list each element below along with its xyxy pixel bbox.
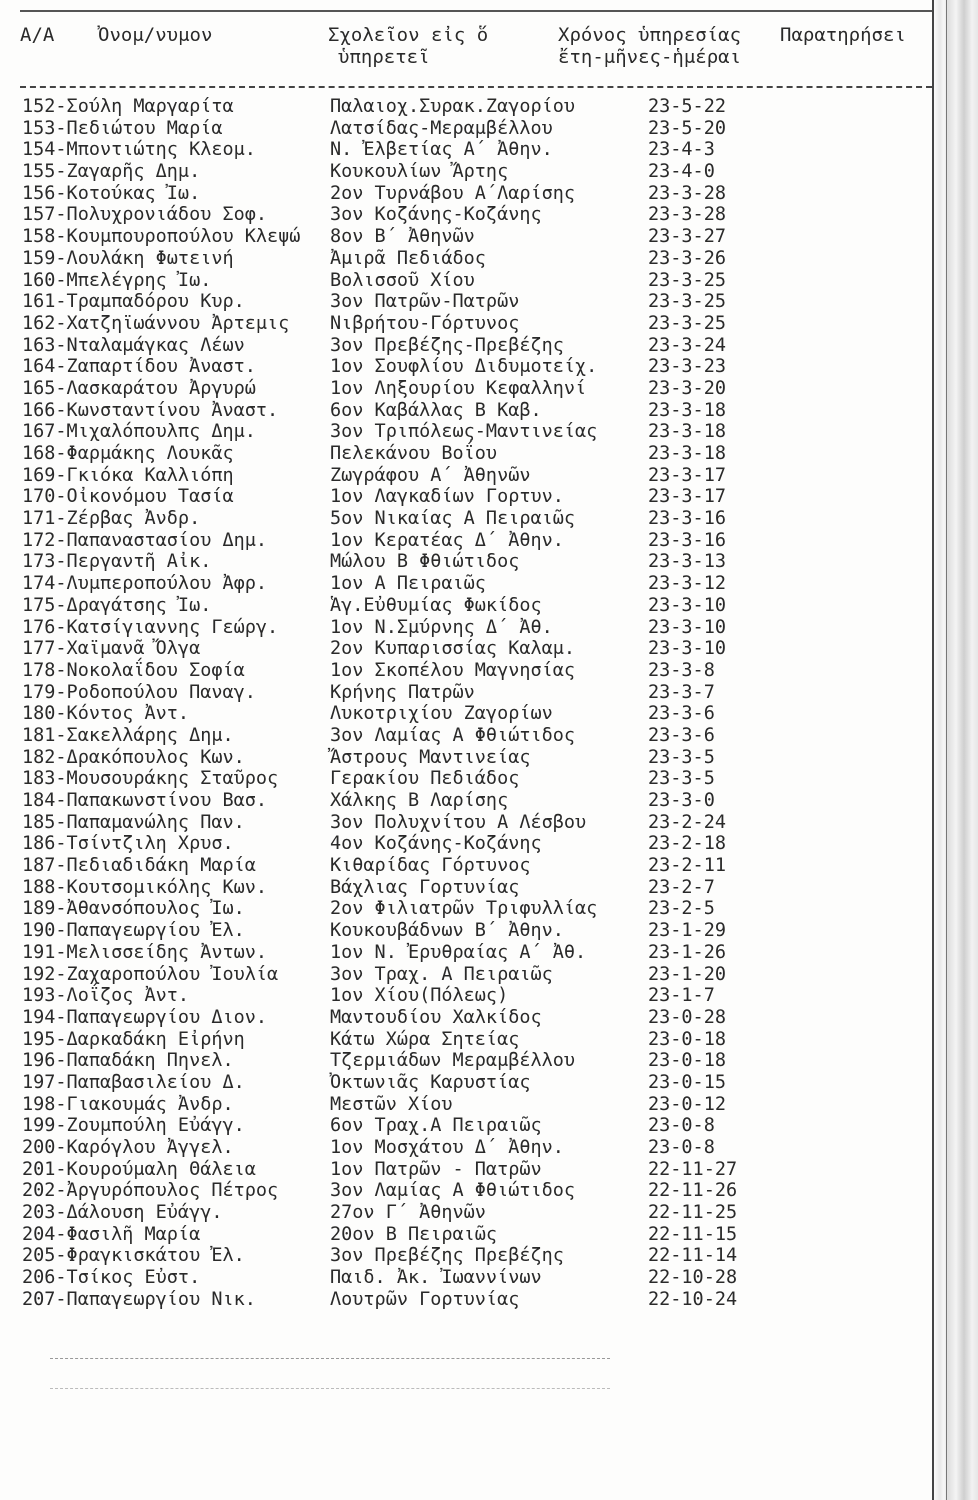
row-name: 152-Σούλη Μαργαρίτα xyxy=(22,96,234,117)
row-name: 185-Παπαμανώλης Παν. xyxy=(22,811,245,833)
row-service-time: 23-3-6 xyxy=(648,724,715,746)
row-school: Μώλου Β Φθιώτιδος xyxy=(330,551,520,573)
header-divider xyxy=(20,86,932,88)
row-name: 188-Κουτσομικόλης Κων. xyxy=(22,876,268,898)
row-name: 195-Δαρκαδάκη Εἰρήνη xyxy=(22,1028,245,1050)
table-row xyxy=(22,270,932,292)
row-service-time: 23-2-24 xyxy=(648,811,726,833)
row-name: 198-Γιακουμάς Ἀνδρ. xyxy=(22,1093,234,1115)
row-service-time: 23-3-5 xyxy=(648,746,715,768)
row-name: 173-Περγαντῆ Αἰκ. xyxy=(22,551,212,573)
row-school: Νιβρήτου-Γόρτυνος xyxy=(330,312,520,334)
row-name: 192-Ζαχαροπούλου Ἰουλία xyxy=(22,963,279,985)
row-service-time: 23-0-18 xyxy=(648,1050,726,1072)
table-row xyxy=(22,486,932,508)
table-row xyxy=(22,573,932,595)
row-service-time: 22-11-25 xyxy=(648,1202,738,1224)
row-service-time: 23-3-10 xyxy=(648,638,726,660)
row-service-time: 23-3-18 xyxy=(648,399,726,421)
row-name: 155-Ζαγαρῆς Δημ. xyxy=(22,161,201,183)
row-service-time: 23-3-5 xyxy=(648,768,715,790)
row-name: 157-Πολυχρονιάδου Σοφ. xyxy=(22,204,268,226)
header-service-sub: ἔτη-μῆνες-ἡμέραι xyxy=(558,46,742,68)
table-row xyxy=(22,400,932,422)
row-service-time: 23-0-15 xyxy=(648,1071,726,1093)
row-school: Ἄστρους Μαντινείας xyxy=(330,746,531,768)
row-school: 3ον Λαμίας Α Φθιώτιδος xyxy=(330,1180,576,1202)
table-header xyxy=(20,24,940,84)
table-row xyxy=(22,920,932,942)
row-school: 3ον Πατρῶν-Πατρῶν xyxy=(330,291,520,313)
row-school: Ἁγ.Εὐθυμίας Φωκίδος xyxy=(330,594,542,616)
table-row xyxy=(22,833,932,855)
table-row xyxy=(22,161,932,183)
table-row xyxy=(22,942,932,964)
table-row xyxy=(22,421,932,443)
binding-line xyxy=(946,0,947,1500)
row-name: 163-Νταλαμάγκας Λέων xyxy=(22,334,245,356)
table-row xyxy=(22,1007,932,1029)
row-name: 191-Μελισσείδης Ἀντων. xyxy=(22,941,268,963)
row-service-time: 23-3-16 xyxy=(648,529,726,551)
row-school: Λατσίδας-Μεραμβέλλου xyxy=(330,117,553,139)
row-name: 159-Λουλάκη Φωτεινή xyxy=(22,247,234,269)
row-school: 3ον Λαμίας Α Φθιώτιδος xyxy=(330,724,576,746)
table-row xyxy=(22,1115,932,1137)
row-service-time: 23-2-18 xyxy=(648,833,726,855)
row-school: 1ον Ν.Σμύρνης Δ΄ Ἀθ. xyxy=(330,616,553,638)
row-school: Παλαιοχ.Συρακ.Ζαγορίου xyxy=(330,96,576,117)
table-row xyxy=(22,790,932,812)
table-row xyxy=(22,1072,932,1094)
table-row xyxy=(22,985,932,1007)
row-service-time: 23-3-20 xyxy=(648,377,726,399)
row-name: 161-Τραμπαδόρου Κυρ. xyxy=(22,291,245,313)
row-school: 2ον Τυρνάβου Α΄Λαρίσης xyxy=(330,182,576,204)
row-service-time: 23-3-27 xyxy=(648,226,726,248)
row-name: 162-Χατζηϊωάννου Ἀρτεμις xyxy=(22,312,290,334)
table-row xyxy=(22,356,932,378)
table-row xyxy=(22,1267,932,1289)
row-name: 200-Καρόγλου Ἀγγελ. xyxy=(22,1137,234,1158)
row-school: 6ον Καβάλλας Β Καβ. xyxy=(330,399,542,421)
row-name: 203-Δάλουση Εὐάγγ. xyxy=(22,1202,223,1224)
row-school: 20ον Β Πειραιῶς xyxy=(330,1223,498,1245)
row-service-time: 23-3-0 xyxy=(648,790,715,811)
row-service-time: 23-0-12 xyxy=(648,1093,726,1115)
row-service-time: 23-3-6 xyxy=(648,703,715,725)
row-school: Γερακίου Πεδιάδος xyxy=(330,768,520,790)
bottom-divider xyxy=(50,1358,610,1359)
row-name: 189-Ἀθανσόπουλος Ἰω. xyxy=(22,898,245,920)
table-row xyxy=(22,1180,932,1202)
row-name: 182-Δρακόπουλος Κων. xyxy=(22,746,245,768)
row-service-time: 23-0-8 xyxy=(648,1137,715,1158)
row-service-time: 23-3-12 xyxy=(648,573,726,595)
row-service-time: 23-3-28 xyxy=(648,182,726,204)
table-row xyxy=(22,1029,932,1051)
row-name: 175-Δραγάτσης Ἰω. xyxy=(22,594,212,616)
table-row xyxy=(22,1094,932,1116)
header-school: Σχολεῖον εἰς ὅ xyxy=(328,24,489,46)
row-name: 201-Κουρούμαλη Θάλεια xyxy=(22,1158,256,1180)
row-service-time: 23-1-26 xyxy=(648,941,726,963)
row-name: 190-Παπαγεωργίου Ἐλ. xyxy=(22,920,245,942)
table-row xyxy=(22,378,932,400)
row-service-time: 22-10-28 xyxy=(648,1267,738,1289)
row-school: Κουκουλίων Ἄρτης xyxy=(330,161,509,183)
row-service-time: 22-11-27 xyxy=(648,1158,738,1180)
row-name: 207-Παπαγεωργίου Νικ. xyxy=(22,1288,256,1310)
row-name: 166-Κωνσταντίνου Ἀναστ. xyxy=(22,399,279,421)
row-school: 3ον Πρεβέζης-Πρεβέζης xyxy=(330,334,564,356)
table-row xyxy=(22,617,932,639)
table-row xyxy=(22,1245,932,1267)
row-school: 3ον Τραχ. Α Πειραιῶς xyxy=(330,963,553,985)
row-name: 206-Τσίκος Εὐστ. xyxy=(22,1267,201,1289)
table-row xyxy=(22,118,932,140)
table-row xyxy=(22,139,932,161)
table-row xyxy=(22,595,932,617)
row-service-time: 22-11-15 xyxy=(648,1223,738,1245)
row-school: Μεστῶν Χίου xyxy=(330,1093,453,1115)
row-school: 3ον Πολυχνίτου Α Λέσβου xyxy=(330,811,587,833)
table-row xyxy=(22,530,932,552)
row-name: 176-Κατσίγιαννης Γεώργ. xyxy=(22,616,279,638)
row-school: Μαντουδίου Χαλκίδος xyxy=(330,1006,542,1028)
row-service-time: 23-3-25 xyxy=(648,312,726,334)
row-school: Ν. Ἐλβετίας Α΄ Ἀθην. xyxy=(330,139,553,161)
row-name: 193-Λοΐζος Ἀντ. xyxy=(22,985,190,1007)
page-binding-edge xyxy=(932,0,978,1500)
row-name: 179-Ροδοπούλου Παναγ. xyxy=(22,681,256,703)
row-name: 169-Γκιόκα Καλλιόπη xyxy=(22,464,234,486)
row-name: 168-Φαρμάκης Λουκᾶς xyxy=(22,443,234,464)
table-row xyxy=(22,335,932,357)
table-row xyxy=(22,508,932,530)
row-service-time: 23-3-10 xyxy=(648,616,726,638)
table-row xyxy=(22,443,932,465)
table-row xyxy=(22,1289,932,1311)
row-school: 1ον Κερατέας Δ΄ Ἀθην. xyxy=(330,529,564,551)
row-school: 3ον Κοζάνης-Κοζάνης xyxy=(330,204,542,226)
row-school: Λουτρῶν Γορτυνίας xyxy=(330,1288,520,1310)
table-row xyxy=(22,465,932,487)
row-name: 183-Μουσουράκης Σταῦρος xyxy=(22,768,279,790)
row-school: 1ον Σουφλίου Διδυμοτείχ. xyxy=(330,356,598,378)
row-school: Κιθαρίδας Γόρτυνος xyxy=(330,855,531,877)
row-service-time: 23-1-29 xyxy=(648,920,726,942)
table-row xyxy=(22,1202,932,1224)
row-school: 4ον Κοζάνης-Κοζάνης xyxy=(330,833,542,855)
row-name: 153-Πεδιώτου Μαρία xyxy=(22,117,223,139)
row-school: Κάτω Χώρα Σητείας xyxy=(330,1028,520,1050)
row-school: 1ον Λαγκαδίων Γορτυν. xyxy=(330,486,564,508)
row-service-time: 23-2-11 xyxy=(648,855,726,877)
table-row xyxy=(22,1050,932,1072)
row-name: 199-Ζουμπούλη Εὐάγγ. xyxy=(22,1115,245,1137)
row-service-time: 23-0-28 xyxy=(648,1006,726,1028)
row-school: Τζερμιάδων Μεραμβέλλου xyxy=(330,1050,576,1072)
row-name: 171-Ζέρβας Ἀνδρ. xyxy=(22,508,201,530)
row-school: Βολισσοῦ Χίου xyxy=(330,269,475,291)
table-row xyxy=(22,1137,932,1159)
row-school: Παιδ. Ἀκ. Ἰωαννίνων xyxy=(330,1267,542,1289)
row-school: 2ον Φιλιατρῶν Τριφυλλίας xyxy=(330,898,598,920)
table-row xyxy=(22,682,932,704)
row-service-time: 23-3-17 xyxy=(648,486,726,508)
row-service-time: 23-3-7 xyxy=(648,681,715,703)
row-service-time: 23-4-3 xyxy=(648,139,715,161)
row-name: 172-Παπαναστασίου Δημ. xyxy=(22,529,268,551)
row-name: 167-Μιχαλόπουλπς Δημ. xyxy=(22,421,256,443)
row-school: 1ον Σκοπέλου Μαγνησίας xyxy=(330,659,576,681)
table-row xyxy=(22,855,932,877)
header-aa: Α/Α xyxy=(20,24,55,46)
table-row xyxy=(22,898,932,920)
row-name: 194-Παπαγεωργίου Διον. xyxy=(22,1006,268,1028)
row-school: Κρήνης Πατρῶν xyxy=(330,681,475,703)
row-name: 156-Κοτούκας Ἰω. xyxy=(22,182,201,204)
header-school-sub: ὑπηρετεῖ xyxy=(338,46,430,68)
row-name: 204-Φασιλῆ Μαρία xyxy=(22,1223,201,1245)
row-name: 180-Κόντος Ἀντ. xyxy=(22,703,190,725)
row-service-time: 23-3-17 xyxy=(648,464,726,486)
row-school: 1ον Μοσχάτου Δ΄ Ἀθην. xyxy=(330,1137,564,1158)
row-school: Πελεκάνου Βοΐου xyxy=(330,443,498,464)
row-school: 1ον Ληξουρίου Κεφαλληνί xyxy=(330,377,587,399)
row-school: Χάλκης Β Λαρίσης xyxy=(330,790,509,811)
row-school: 5ον Νικαίας Α Πειραιῶς xyxy=(330,508,576,530)
row-service-time: 23-2-7 xyxy=(648,876,715,898)
row-name: 170-Οἰκονόμου Τασία xyxy=(22,486,234,508)
row-school: Ὀκτωνιᾶς Καρυστίας xyxy=(330,1071,531,1093)
bottom-divider-faint xyxy=(50,1388,610,1389)
row-school: Κουκουβάδνων Β΄ Ἀθην. xyxy=(330,920,564,942)
table-row xyxy=(22,226,932,248)
row-service-time: 22-11-26 xyxy=(648,1180,738,1202)
row-name: 154-Μποντιώτης Κλεομ. xyxy=(22,139,256,161)
table-row xyxy=(22,638,932,660)
table-row xyxy=(22,1224,932,1246)
row-name: 187-Πεδιαδιδάκη Μαρία xyxy=(22,855,256,877)
row-name: 177-Χαϊμανᾶ Ὄλγα xyxy=(22,638,201,660)
row-school: 8ον Β΄ Ἀθηνῶν xyxy=(330,226,475,248)
row-name: 164-Ζαπαρτίδου Ἀναστ. xyxy=(22,356,256,378)
row-service-time: 22-11-14 xyxy=(648,1245,738,1267)
row-service-time: 23-3-18 xyxy=(648,443,726,464)
row-school: 1ον Ν. Ἐρυθραίας Α΄ Ἀθ. xyxy=(330,941,587,963)
row-school: Ζωγράφου Α΄ Ἀθηνῶν xyxy=(330,464,531,486)
row-name: 178-Νοκολαΐδου Σοφία xyxy=(22,659,245,681)
table-row xyxy=(22,877,932,899)
row-school: 1ον Χίου(Πόλεως) xyxy=(330,985,509,1007)
table-row xyxy=(22,725,932,747)
top-rule xyxy=(20,10,940,12)
row-service-time: 23-3-16 xyxy=(648,508,726,530)
row-school: Ἀμιρᾶ Πεδιάδος xyxy=(330,247,486,269)
row-service-time: 23-4-0 xyxy=(648,161,715,183)
row-school: 27ον Γ΄ Ἀθηνῶν xyxy=(330,1202,486,1224)
row-service-time: 23-1-20 xyxy=(648,963,726,985)
row-name: 184-Παπακωνστίνου Βασ. xyxy=(22,790,268,811)
table-row xyxy=(22,291,932,313)
row-service-time: 23-0-18 xyxy=(648,1028,726,1050)
row-name: 158-Κουμπουροπούλου Κλεψώ xyxy=(22,226,301,248)
table-row xyxy=(22,96,932,118)
table-row xyxy=(22,768,932,790)
table-row xyxy=(22,812,932,834)
teacher-list xyxy=(22,96,932,1311)
row-service-time: 23-3-10 xyxy=(648,594,726,616)
row-name: 186-Τσίντζιλη Χρυσ. xyxy=(22,833,234,855)
row-service-time: 23-2-5 xyxy=(648,898,715,920)
row-name: 202-Ἀργυρόπουλος Πέτρος xyxy=(22,1180,279,1202)
header-service: Χρόνος ὑπηρεσίας xyxy=(558,24,742,46)
row-name: 197-Παπαβασιλείου Δ. xyxy=(22,1071,245,1093)
table-row xyxy=(22,183,932,205)
table-row xyxy=(22,703,932,725)
row-service-time: 23-0-8 xyxy=(648,1115,715,1137)
row-service-time: 23-5-20 xyxy=(648,117,726,139)
row-service-time: 23-3-24 xyxy=(648,334,726,356)
table-row xyxy=(22,1159,932,1181)
row-name: 174-Λυμπεροπούλου Ἀφρ. xyxy=(22,573,268,595)
header-name: Ὀνομ/νυμον xyxy=(98,24,213,46)
table-row xyxy=(22,747,932,769)
row-school: 3ον Πρεβέζης Πρεβέζης xyxy=(330,1245,564,1267)
table-row xyxy=(22,248,932,270)
row-service-time: 23-3-13 xyxy=(648,551,726,573)
row-service-time: 23-3-18 xyxy=(648,421,726,443)
row-service-time: 23-3-25 xyxy=(648,269,726,291)
row-school: 1ον Α Πειραιῶς xyxy=(330,573,486,595)
row-school: 2ον Κυπαρισσίας Καλαμ. xyxy=(330,638,576,660)
row-service-time: 23-3-23 xyxy=(648,356,726,378)
row-school: Λυκοτριχίου Ζαγορίων xyxy=(330,703,553,725)
row-school: 3ον Τριπόλεως-Μαντινείας xyxy=(330,421,598,443)
table-row xyxy=(22,204,932,226)
row-service-time: 23-3-26 xyxy=(648,247,726,269)
row-name: 165-Λασκαράτου Ἀργυρώ xyxy=(22,377,256,399)
row-service-time: 23-1-7 xyxy=(648,985,715,1007)
row-school: 1ον Πατρῶν - Πατρῶν xyxy=(330,1158,542,1180)
row-name: 196-Παπαδάκη Πηνελ. xyxy=(22,1050,234,1072)
row-name: 205-Φραγκισκάτου Ἐλ. xyxy=(22,1245,245,1267)
row-service-time: 23-5-22 xyxy=(648,96,726,117)
row-school: Βάχλιας Γορτυνίας xyxy=(330,876,520,898)
table-row xyxy=(22,551,932,573)
row-service-time: 22-10-24 xyxy=(648,1288,738,1310)
table-row xyxy=(22,660,932,682)
row-name: 181-Σακελλάρης Δημ. xyxy=(22,724,234,746)
row-school: 6ον Τραχ.Α Πειραιῶς xyxy=(330,1115,542,1137)
table-row xyxy=(22,313,932,335)
header-notes: Παρατηρήσει xyxy=(780,24,906,46)
row-service-time: 23-3-25 xyxy=(648,291,726,313)
row-name: 160-Μπελέγρης Ἰω. xyxy=(22,269,212,291)
table-row xyxy=(22,964,932,986)
row-service-time: 23-3-28 xyxy=(648,204,726,226)
row-service-time: 23-3-8 xyxy=(648,659,715,681)
